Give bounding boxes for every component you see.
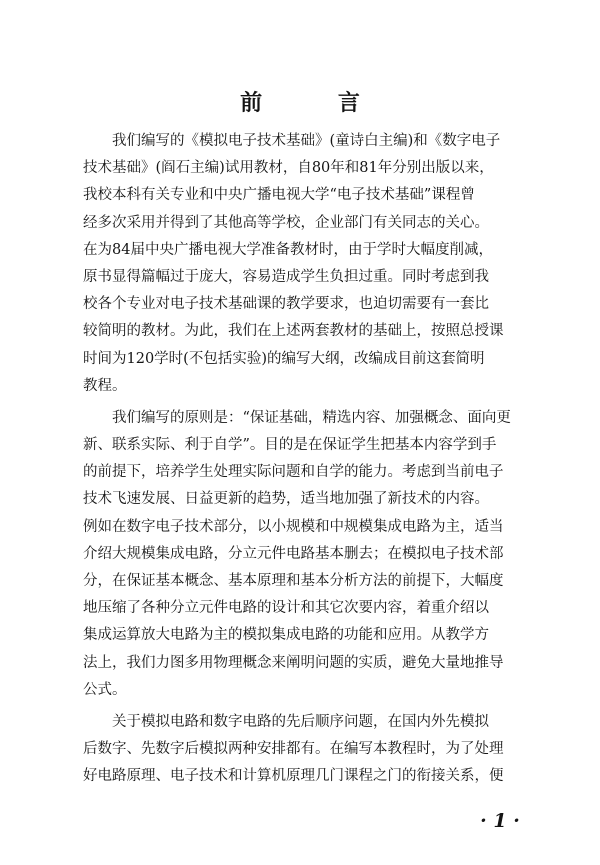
text-line: 我校本科有关专业和中央广播电视大学“电子技术基础”课程曾 bbox=[83, 187, 475, 204]
text-line: 好电路原理、电子技术和计算机原理几门课程之门的衔接关系，便 bbox=[83, 768, 504, 785]
text-line: 时间为120学时(不包括实验)的编写大纲，改编成目前这套简明 bbox=[83, 350, 485, 367]
text-line: 法上，我们力图多用物理概念来阐明问题的实质，避免大量地推导 bbox=[83, 654, 504, 671]
text-line: 原书显得篇幅过于庞大，容易造成学生负担过重。同时考虑到我 bbox=[83, 268, 489, 285]
page-number: · 1 · bbox=[480, 810, 520, 832]
text-line: 校各个专业对电子技术基础课的教学要求，也迫切需要有一套比 bbox=[83, 296, 489, 313]
text-line: 教程。 bbox=[83, 377, 127, 394]
text-line: 在为84届中央广播电视大学准备教材时，由于学时大幅度削减， bbox=[83, 241, 493, 258]
text-line: 经多次采用并得到了其他高等学校，企业部门有关同志的关心。 bbox=[83, 214, 489, 231]
text-line: 分，在保证基本概念、基本原理和基本分析方法的前提下，大幅度 bbox=[83, 573, 504, 589]
text-line: 较简明的教材。为此，我们在上述两套教材的基础上，按照总授课 bbox=[83, 323, 504, 340]
text-line: 技术基础》(阎石主编)试用教材，自80年和81年分别出版以来， bbox=[83, 160, 494, 177]
text-line: 我们编写的《模拟电子技术基础》(童诗白主编)和《数字电子 bbox=[112, 133, 501, 149]
text-line: 介绍大规模集成电路，分立元件电路基本删去；在模拟电子技术部 bbox=[83, 545, 504, 562]
text-line: 新、联系实际、利于自学”。目的是在保证学生把基本内容学到手 bbox=[83, 437, 497, 454]
text-line: 后数字、先数字后模拟两种安排都有。在编写本教程时，为了处理 bbox=[83, 741, 504, 758]
text-line: 关于模拟电路和数字电路的先后顺序问题，在国内外先模拟 bbox=[112, 713, 489, 730]
text-line: 我们编写的原则是：“保证基础，精选内容、加强概念、面向更 bbox=[112, 409, 511, 426]
page-title: 前 言 bbox=[240, 91, 394, 116]
text-line: 例如在数字电子技术部分，以小规模和中规模集成电路为主，适当 bbox=[83, 518, 504, 535]
text-line: 集成运算放大电路为主的模拟集成电路的功能和应用。从教学方 bbox=[83, 627, 489, 644]
preface-body bbox=[83, 128, 523, 791]
text-line: 公式。 bbox=[83, 681, 127, 698]
text-line: 技术飞速发展、日益更新的趋势，适当地加强了新技术的内容。 bbox=[83, 491, 489, 508]
text-line: 的前提下，培养学生处理实际问题和自学的能力。考虑到当前电子 bbox=[83, 464, 504, 481]
text-line: 地压缩了各种分立元件电路的设计和其它次要内容，着重介绍以 bbox=[83, 600, 489, 617]
